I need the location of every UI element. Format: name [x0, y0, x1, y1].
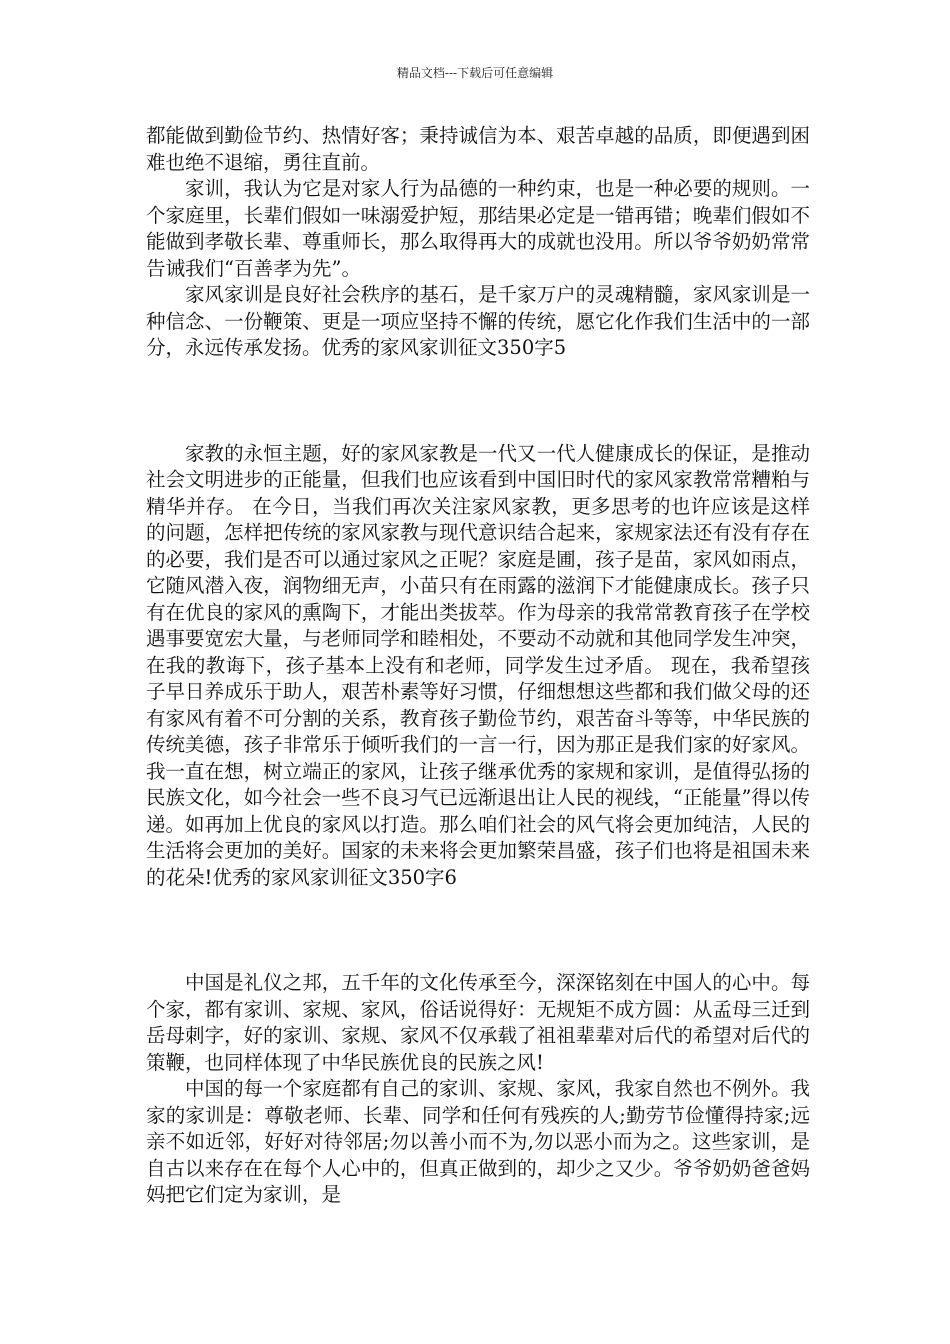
paragraph-2: 家训，我认为它是对家人行为品德的一种约束，也是一种必要的规则。一个家庭里，长辈们假如一味溺爱护短，那结果必定是一错再错；晚辈们假如不能做到孝敬长辈、尊重师长，那么取得再大的成就也没用。所以爷爷奶奶常常告诫我们“百善孝为先”。: [146, 177, 810, 280]
section-gap: [146, 891, 810, 970]
paragraph-3: 家风家训是良好社会秩序的基石，是千家万户的灵魂精髓，家风家训是一种信念、一份鞭策、更是一项应坚持不懈的传统，愿它化作我们生活中的一部分，永远传承发扬。优秀的家风家训征文350字5: [146, 283, 810, 359]
document-body: [146, 123, 810, 1209]
paragraph-1: 都能做到勤俭节约、热情好客；秉持诚信为本、艰苦卓越的品质，即便遇到困难也绝不退缩，勇往直前。: [146, 124, 810, 174]
page-header: 精品文档---下载后可任意编辑: [396, 66, 554, 80]
paragraph-6: 中国的每一个家庭都有自己的家训、家规、家风，我家自然也不例外。我家的家训是：尊敬老师、长辈、同学和任何有残疾的人;勤劳节俭懂得持家;远亲不如近邻，好好对待邻居;勿以善小而不为,勿以恶小而为之。这些家训，是自古以来存在在每个人心中的，但真正做到的，却少之又少。爷爷奶奶爸爸妈妈把它们定为家训，是: [146, 1077, 810, 1206]
paragraph-5: 中国是礼仪之邦，五千年的文化传承至今，深深铭刻在中国人的心中。每个家，都有家训、家规、家风，俗话说得好：无规矩不成方圆：从孟母三迁到岳母刺字，好的家训、家规、家风不仅承载了祖祖辈辈对后代的希望对后代的策鞭，也同样体现了中华民族优良的民族之风!: [146, 971, 810, 1074]
section-gap: [146, 362, 810, 441]
paragraph-4: 家教的永恒主题，好的家风家教是一代又一代人健康成长的保证，是推动社会文明进步的正能量，但我们也应该看到中国旧时代的家风家教常常糟粕与精华并存。 在今日，当我们再次关注家风家教，更多思考的也许应该是这样的问题，怎样把传统的家风家教与现代意识结合起来，家规家法还有没有存在的必要，我们是否可以通过家风之正呢？家庭是圃，孩子是苗，家风如雨点，它随风潜入夜，润物细无声，小苗只有在雨露的滋润下才能健康成长。孩子只有在优良的家风的熏陶下，才能出类拔萃。作为母亲的我常常教育孩子在学校遇事要宽宏大量，与老师同学和睦相处，不要动不动就和其他同学发生冲突，在我的教诲下，孩子基本上没有和老师，同学发生过矛盾。 现在，我希望孩子早日养成乐于助人，艰苦朴素等好习惯，仔细想想这些都和我们做父母的还有家风有着不可分割的关系，教育孩子勤俭节约，艰苦奋斗等等，中华民族的传统美德，孩子非常乐于倾听我们的一言一行，因为那正是我们家的好家风。我一直在想，树立端正的家风，让孩子继承优秀的家规和家训，是值得弘扬的民族文化，如今社会一些不良习气已远渐退出让人民的视线，“正能量”得以传递。如再加上优良的家风以打造。那么咱们社会的风气将会更加纯洁，人民的生活将会更加的美好。国家的未来将会更加繁荣昌盛，孩子们也将是祖国未来的花朵!优秀的家风家训征文350字6: [146, 441, 810, 889]
